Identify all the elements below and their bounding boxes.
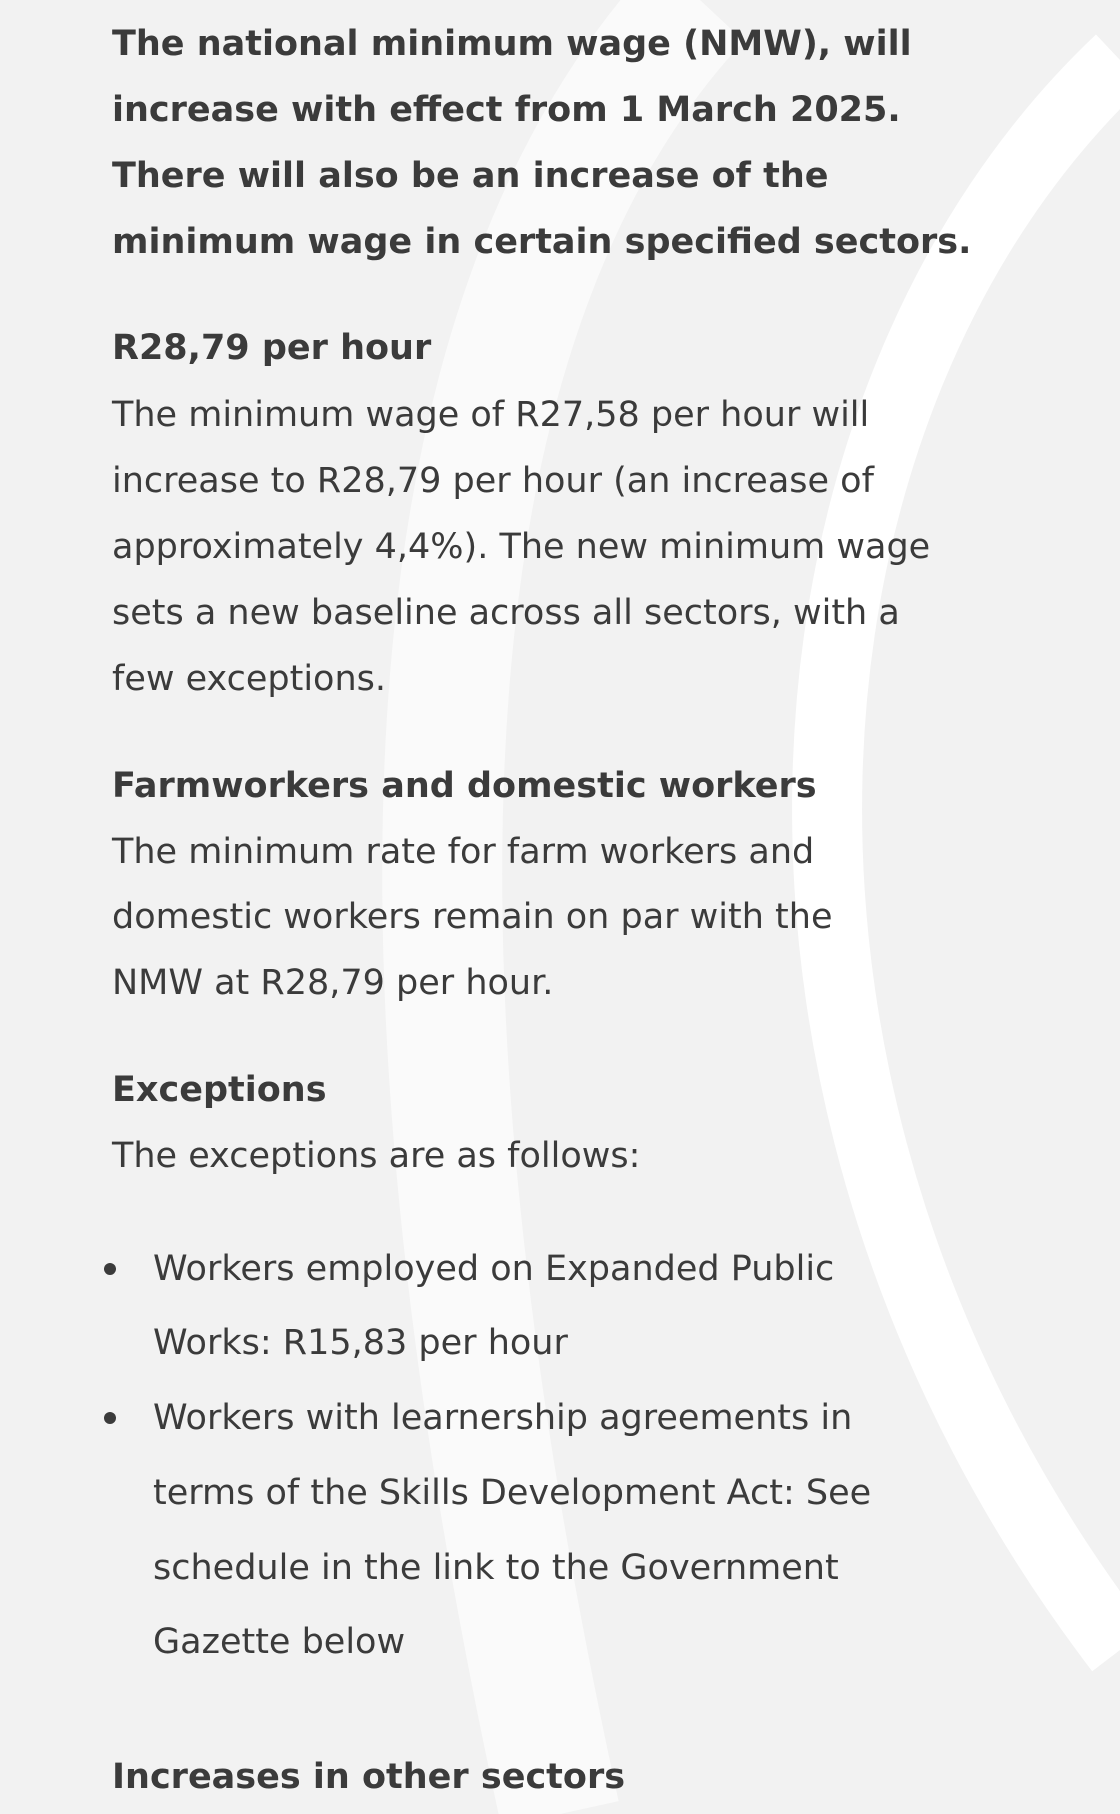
body-line: approximately 4,4%). The new minimum wage bbox=[112, 527, 931, 567]
body-line: few exceptions. bbox=[112, 659, 387, 699]
body-line: NMW at R28,79 per hour. bbox=[112, 963, 554, 1003]
bullet-line: Works: R15,83 per hour bbox=[153, 1323, 568, 1363]
intro-line: There will also be an increase of the bbox=[112, 156, 829, 196]
intro-line: minimum wage in certain specified sectors. bbox=[112, 222, 972, 262]
body-line: increase to R28,79 per hour (an increase of bbox=[112, 461, 874, 501]
body-line: The minimum wage of R27,58 per hour will bbox=[112, 395, 870, 435]
section-heading-farmworkers: Farmworkers and domestic workers bbox=[112, 766, 817, 806]
intro-line: The national minimum wage (NMW), will bbox=[112, 24, 912, 64]
bullet-line: Gazette below bbox=[153, 1622, 406, 1662]
body-line: domestic workers remain on par with the bbox=[112, 897, 833, 937]
body-line: The exceptions are as follows: bbox=[112, 1136, 641, 1176]
bullet-line: Workers employed on Expanded Public bbox=[153, 1249, 835, 1289]
bullet-line: Workers with learnership agreements in bbox=[153, 1398, 853, 1438]
body-line: sets a new baseline across all sectors, with a bbox=[112, 593, 900, 633]
section-heading-exceptions: Exceptions bbox=[112, 1070, 327, 1110]
bullet-line: schedule in the link to the Government bbox=[153, 1548, 839, 1588]
bullet-icon bbox=[104, 1412, 116, 1424]
section-heading-nmw: R28,79 per hour bbox=[112, 328, 432, 368]
bullet-line: terms of the Skills Development Act: See bbox=[153, 1473, 872, 1513]
section-heading-other-sectors: Increases in other sectors bbox=[112, 1757, 626, 1797]
bullet-icon bbox=[104, 1263, 116, 1275]
intro-line: increase with effect from 1 March 2025. bbox=[112, 90, 901, 130]
body-line: The minimum rate for farm workers and bbox=[112, 832, 815, 872]
